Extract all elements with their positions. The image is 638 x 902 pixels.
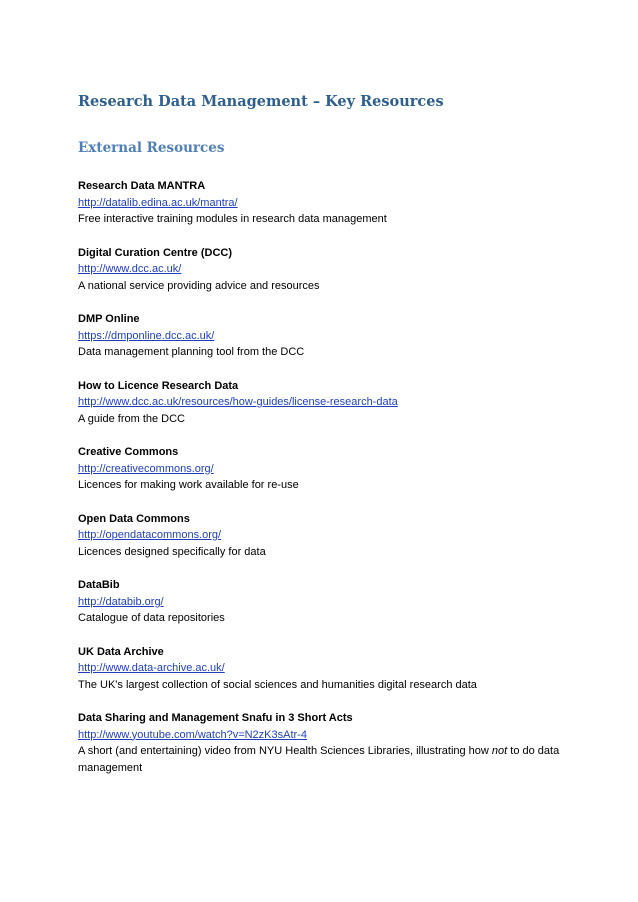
resource-item — [78, 710, 578, 776]
resource-link[interactable]: http://www.youtube.com/watch?v=N2zK3sAtr-4 — [78, 728, 307, 741]
resource-item — [78, 644, 578, 694]
resource-name: Digital Curation Centre (DCC) — [78, 246, 232, 259]
resource-description: Licences for making work available for re-use — [78, 479, 299, 491]
resource-description: The UK's largest collection of social sciences and humanities digital research data — [78, 678, 477, 691]
document-title: Research Data Management – Key Resources — [78, 93, 444, 110]
resource-name: DataBib — [78, 579, 120, 591]
document-page — [78, 92, 578, 793]
resource-description: Data management planning tool from the DCC — [78, 346, 305, 358]
resource-description: A national service providing advice and resources — [78, 279, 320, 292]
resource-item — [78, 245, 578, 295]
resource-link[interactable]: http://datalib.edina.ac.uk/mantra/ — [78, 196, 238, 209]
resource-item — [78, 511, 578, 561]
resource-item — [78, 577, 578, 627]
resource-link[interactable]: http://opendatacommons.org/ — [78, 529, 222, 541]
resource-description-emphasis: not — [491, 745, 508, 757]
resource-description-text: to do data management — [78, 745, 560, 774]
resource-description: A guide from the DCC — [78, 412, 185, 425]
resource-description — [78, 743, 563, 776]
resource-name: Creative Commons — [78, 446, 179, 458]
resource-description: Licences designed specifically for data — [78, 545, 266, 558]
resource-name: Research Data MANTRA — [78, 180, 206, 192]
resource-description-text: A short (and entertaining) video from NYU Health Sciences Libraries, illustrating how — [78, 745, 492, 757]
resource-link[interactable]: https://dmponline.dcc.ac.uk/ — [78, 329, 215, 342]
section-heading-external-resources: External Resources — [78, 140, 225, 156]
resource-description: Free interactive training modules in research data management — [78, 213, 387, 225]
resource-item — [78, 444, 578, 494]
resource-link[interactable]: http://www.dcc.ac.uk/resources/how-guides/license-research-data — [78, 396, 398, 408]
resource-name: Open Data Commons — [78, 512, 190, 525]
resource-link[interactable]: http://www.data-archive.ac.uk/ — [78, 662, 225, 674]
resource-item — [78, 178, 578, 228]
resource-item — [78, 378, 578, 428]
resource-description: Catalogue of data repositories — [78, 612, 225, 624]
resource-list — [78, 178, 578, 776]
resource-name: UK Data Archive — [78, 645, 164, 658]
resource-name: Data Sharing and Management Snafu in 3 Short Acts — [78, 712, 353, 724]
resource-name: DMP Online — [78, 313, 140, 325]
resource-name: How to Licence Research Data — [78, 379, 239, 392]
resource-link[interactable]: http://creativecommons.org/ — [78, 462, 214, 475]
resource-link[interactable]: http://databib.org/ — [78, 595, 164, 608]
resource-item — [78, 311, 578, 361]
resource-link[interactable]: http://www.dcc.ac.uk/ — [78, 263, 182, 275]
